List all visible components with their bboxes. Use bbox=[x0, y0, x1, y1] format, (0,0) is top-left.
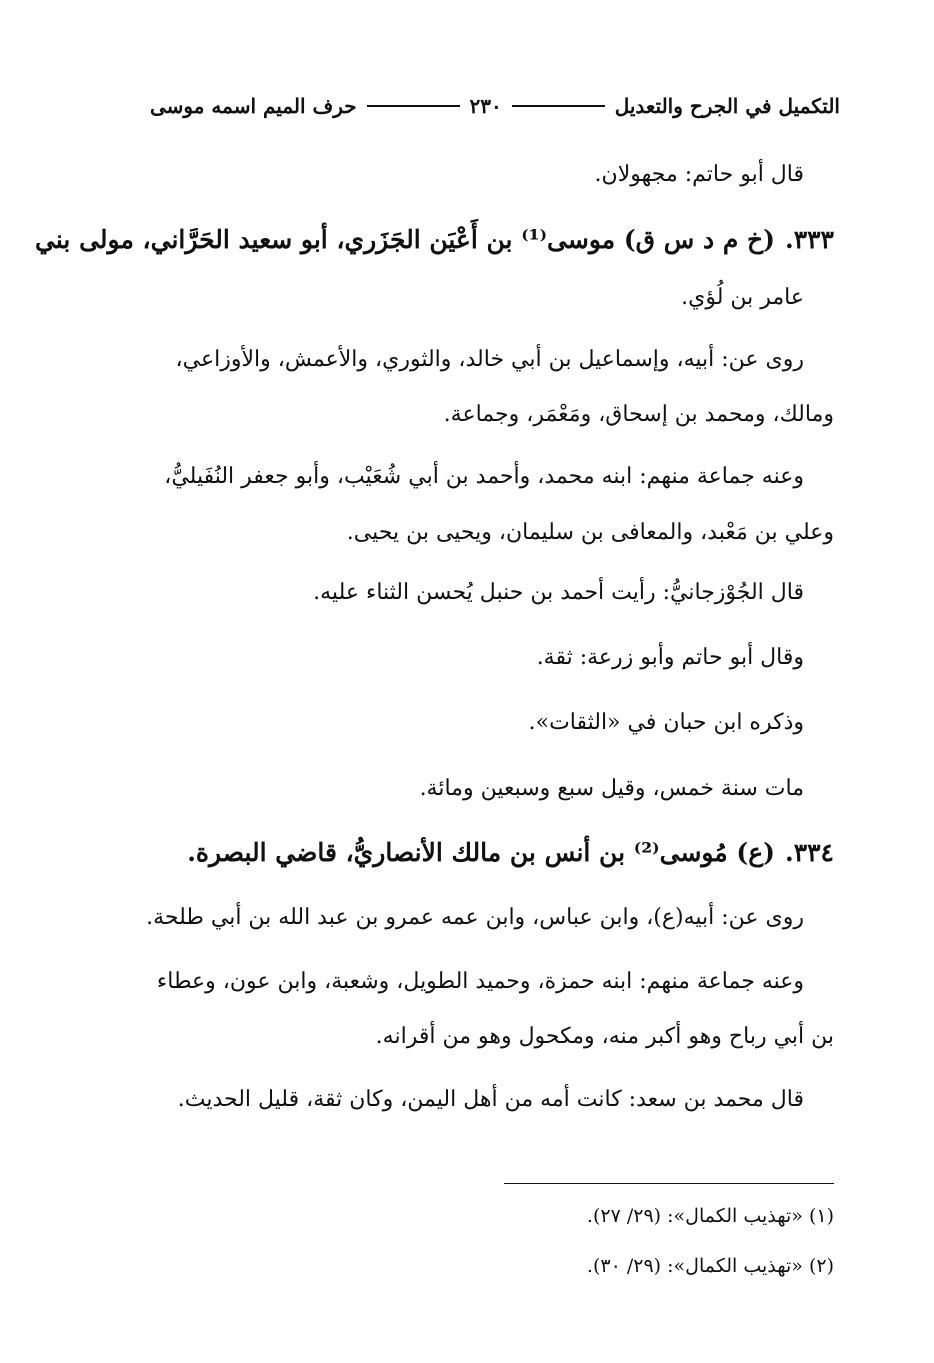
entry-heading-334 bbox=[187, 838, 834, 868]
footnote-1: (١) «تهذيب الكمال»: (٢٩/ ٢٧). bbox=[586, 1205, 834, 1227]
text-line: بن أبي رباح وهو أكبر منه، ومكحول وهو من أقرانه. bbox=[375, 1024, 834, 1049]
text-line: وقال أبو حاتم وأبو زرعة: ثقة. bbox=[536, 645, 804, 670]
header-book-title: التكميل في الجرح والتعديل bbox=[614, 94, 840, 118]
header-section: حرف الميم اسمه موسى bbox=[149, 94, 357, 118]
text-line: ومالك، ومحمد بن إسحاق، ومَعْمَر، وجماعة. bbox=[443, 402, 834, 427]
text-line: وعنه جماعة منهم: ابنه حمزة، وحميد الطويل، وشعبة، وابن عون، وعطاء bbox=[156, 969, 804, 994]
text-line: وعلي بن مَعْبد، والمعافى بن سليمان، ويحيى بن يحيى. bbox=[346, 520, 834, 545]
text-line: مات سنة خمس، وقيل سبع وسبعين ومائة. bbox=[419, 776, 804, 801]
entry-title: (ع) مُوسى⁽²⁾ بن أنس بن مالك الأنصاريُّ، قاضي البصرة. bbox=[187, 838, 775, 867]
entry-title: (خ م د س ق) موسى⁽¹⁾ بن أَعْيَن الجَزَري، أبو سعيد الحَرَّاني، مولى بني bbox=[35, 225, 775, 254]
running-header bbox=[150, 88, 840, 124]
entry-heading-333 bbox=[35, 225, 834, 255]
entry-number: ٣٣٣. bbox=[784, 225, 834, 254]
page-number: ٢٣٠ bbox=[469, 94, 502, 118]
text-line: قال الجُوْزجانيُّ: رأيت أحمد بن حنبل يُحسن الثناء عليه. bbox=[313, 580, 804, 605]
header-rule-right bbox=[512, 105, 605, 107]
text-line: وذكره ابن حبان في «الثقات». bbox=[528, 710, 804, 735]
text-line: قال أبو حاتم: مجهولان. bbox=[594, 162, 804, 187]
footnote-separator bbox=[504, 1183, 834, 1184]
text-line: روى عن: أبيه، وإسماعيل بن أبي خالد، والثوري، والأعمش، والأوزاعي، bbox=[175, 347, 804, 372]
header-rule-left bbox=[367, 105, 460, 107]
text-line: عامر بن لُؤي. bbox=[681, 285, 804, 310]
text-line: وعنه جماعة منهم: ابنه محمد، وأحمد بن أبي شُعَيْب، وأبو جعفر النُفَيليُّ، bbox=[164, 464, 804, 489]
footnote-2: (٢) «تهذيب الكمال»: (٢٩/ ٣٠). bbox=[586, 1255, 834, 1277]
text-line: قال محمد بن سعد: كانت أمه من أهل اليمن، وكان ثقة، قليل الحديث. bbox=[177, 1087, 804, 1112]
entry-number: ٣٣٤. bbox=[784, 838, 834, 867]
text-line: روى عن: أبيه(ع)، وابن عباس، وابن عمه عمرو بن عبد الله بن أبي طلحة. bbox=[146, 905, 804, 930]
